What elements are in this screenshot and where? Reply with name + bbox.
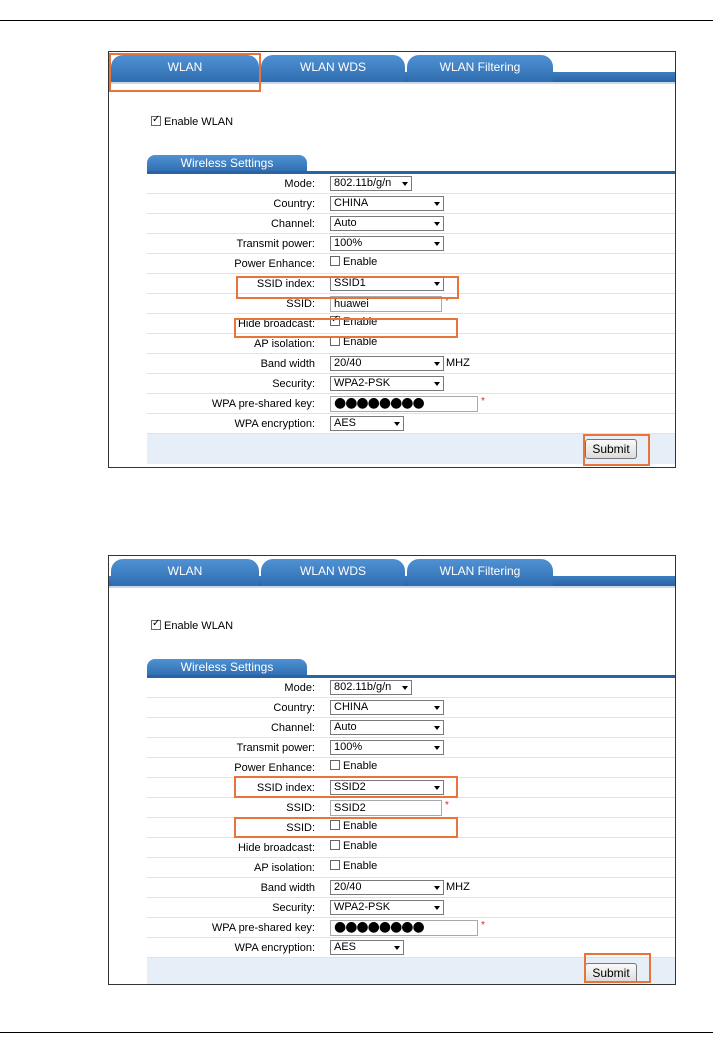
row-wpa-encryption: WPA encryption: AES: [147, 414, 675, 434]
page-bottom-rule: [0, 1032, 713, 1033]
chevron-down-icon: [434, 886, 440, 890]
row-ssid-index: SSID index: SSID1: [147, 274, 675, 294]
channel-select[interactable]: Auto: [330, 720, 444, 735]
enable-wlan-checkbox[interactable]: [151, 116, 233, 128]
hide-broadcast-checkbox[interactable]: ✓ Enable: [330, 316, 377, 328]
row-ssid: SSID: SSID2 *: [147, 798, 675, 818]
checkbox-checked-icon[interactable]: [151, 116, 161, 126]
row-ap-isolation: AP isolation: Enable: [147, 334, 675, 354]
submit-row: [147, 434, 675, 464]
tab-wlan-wds[interactable]: WLAN WDS: [261, 55, 405, 82]
row-wpa-key: WPA pre-shared key: ●●●●●●●● *: [147, 394, 675, 414]
row-wpa-key: WPA pre-shared key: ●●●●●●●● *: [147, 918, 675, 938]
tab-wlan-filtering[interactable]: WLAN Filtering: [407, 559, 553, 586]
ssid-index-select[interactable]: SSID2: [330, 780, 444, 795]
transmit-power-select[interactable]: 100%: [330, 740, 444, 755]
enable-wlan-checkbox[interactable]: [151, 620, 233, 632]
section-title: Wireless Settings: [147, 659, 307, 676]
chevron-down-icon: [434, 282, 440, 286]
row-ssid-enable: SSID: Enable: [147, 818, 675, 838]
wpa-encryption-select[interactable]: AES: [330, 940, 404, 955]
row-band-width: Band width 20/40 MHZ: [147, 354, 675, 374]
row-security: Security: WPA2-PSK: [147, 898, 675, 918]
row-country: Country: CHINA: [147, 194, 675, 214]
chevron-down-icon: [434, 786, 440, 790]
chevron-down-icon: [394, 946, 400, 950]
tab-wlan-wds[interactable]: WLAN WDS: [261, 559, 405, 586]
row-mode: Mode: 802.11b/g/n: [147, 174, 675, 194]
chevron-down-icon: [434, 906, 440, 910]
tab-wlan-filtering[interactable]: WLAN Filtering: [407, 55, 553, 82]
tab-bar: [109, 52, 675, 82]
ssid-input[interactable]: SSID2: [330, 800, 442, 816]
country-select[interactable]: CHINA: [330, 196, 444, 211]
security-select[interactable]: WPA2-PSK: [330, 376, 444, 391]
section-title: Wireless Settings: [147, 155, 307, 172]
wireless-settings-table: [147, 678, 675, 985]
row-hide-broadcast: Hide broadcast: ✓ Enable: [147, 314, 675, 334]
chevron-down-icon: [434, 242, 440, 246]
row-channel: Channel: Auto: [147, 214, 675, 234]
row-ap-isolation: AP isolation: Enable: [147, 858, 675, 878]
chevron-down-icon: [394, 422, 400, 426]
tab-bar: [109, 556, 675, 586]
chevron-down-icon: [434, 362, 440, 366]
chevron-down-icon: [402, 686, 408, 690]
row-security: Security: WPA2-PSK: [147, 374, 675, 394]
row-transmit-power: Transmit power: 100%: [147, 738, 675, 758]
chevron-down-icon: [434, 706, 440, 710]
security-select[interactable]: WPA2-PSK: [330, 900, 444, 915]
chevron-down-icon: [434, 726, 440, 730]
row-ssid: SSID: huawei *: [147, 294, 675, 314]
wpa-encryption-select[interactable]: AES: [330, 416, 404, 431]
mode-select[interactable]: 802.11b/g/n: [330, 176, 412, 191]
ssid-enable-checkbox[interactable]: Enable: [330, 820, 377, 832]
submit-row: [147, 958, 675, 985]
checkbox-checked-icon[interactable]: [151, 620, 161, 630]
transmit-power-select[interactable]: 100%: [330, 236, 444, 251]
chevron-down-icon: [434, 202, 440, 206]
mode-select[interactable]: 802.11b/g/n: [330, 680, 412, 695]
tab-wlan[interactable]: WLAN: [111, 55, 259, 82]
row-channel: Channel: Auto: [147, 718, 675, 738]
row-power-enhance: Power Enhance: Enable: [147, 758, 675, 778]
enable-wlan-label: Enable WLAN: [164, 620, 234, 632]
wpa-key-input[interactable]: ●●●●●●●●: [330, 920, 478, 936]
row-ssid-index: SSID index: SSID2: [147, 778, 675, 798]
chevron-down-icon: [434, 382, 440, 386]
ssid-input[interactable]: huawei: [330, 296, 442, 312]
ap-isolation-checkbox[interactable]: Enable: [330, 336, 377, 348]
country-select[interactable]: CHINA: [330, 700, 444, 715]
row-wpa-encryption: WPA encryption: AES: [147, 938, 675, 958]
row-power-enhance: Power Enhance: Enable: [147, 254, 675, 274]
row-transmit-power: Transmit power: 100%: [147, 234, 675, 254]
ssid-index-select[interactable]: SSID1: [330, 276, 444, 291]
chevron-down-icon: [434, 222, 440, 226]
router-panel-1: [108, 51, 676, 468]
submit-button[interactable]: Submit: [585, 439, 637, 459]
enable-wlan-label: Enable WLAN: [164, 116, 234, 128]
power-enhance-checkbox[interactable]: Enable: [330, 256, 377, 268]
hide-broadcast-checkbox[interactable]: Enable: [330, 840, 377, 852]
tab-wlan[interactable]: WLAN: [111, 559, 259, 586]
row-hide-broadcast: Hide broadcast: Enable: [147, 838, 675, 858]
band-width-select[interactable]: 20/40: [330, 880, 444, 895]
row-band-width: Band width 20/40 MHZ: [147, 878, 675, 898]
chevron-down-icon: [434, 746, 440, 750]
chevron-down-icon: [402, 182, 408, 186]
router-panel-2: [108, 555, 676, 985]
ap-isolation-checkbox[interactable]: Enable: [330, 860, 377, 872]
wireless-settings-table: [147, 174, 675, 464]
submit-button[interactable]: Submit: [585, 963, 637, 983]
band-width-select[interactable]: 20/40: [330, 356, 444, 371]
channel-select[interactable]: Auto: [330, 216, 444, 231]
wpa-key-input[interactable]: ●●●●●●●●: [330, 396, 478, 412]
row-country: Country: CHINA: [147, 698, 675, 718]
row-mode: Mode: 802.11b/g/n: [147, 678, 675, 698]
power-enhance-checkbox[interactable]: Enable: [330, 760, 377, 772]
page-top-rule: [0, 20, 713, 21]
